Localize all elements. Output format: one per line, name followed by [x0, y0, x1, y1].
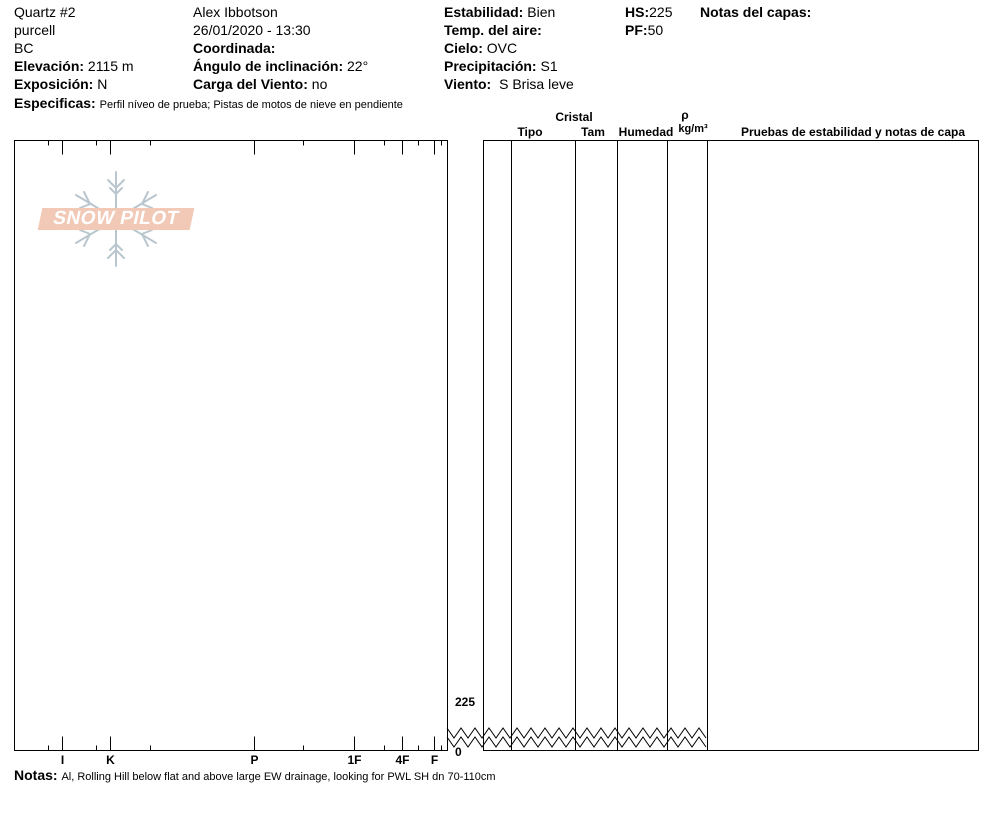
- pf-label: PF:: [625, 22, 648, 38]
- notes-field: [14, 767, 496, 785]
- specifics-label: Especificas:: [14, 95, 96, 111]
- site-name: Quartz #2: [14, 4, 76, 20]
- observation-datetime: 26/01/2020 - 13:30: [193, 22, 311, 38]
- crystal-header: Cristal: [555, 110, 593, 124]
- sky-label: Cielo:: [444, 40, 483, 56]
- wind-label: Viento:: [444, 76, 492, 92]
- layer-notes-label: Notas del capas:: [700, 4, 812, 20]
- aspect-label: Exposición:: [14, 76, 94, 92]
- notes-label: Notas:: [14, 767, 58, 783]
- hardness-frame: [15, 141, 448, 751]
- incline-label: Ángulo de inclinación:: [193, 58, 344, 74]
- type-header: Tipo: [517, 125, 543, 139]
- hardness-tick-label: F: [430, 753, 439, 767]
- snowpilot-logo: SNOW PILOT: [38, 208, 195, 230]
- sky-value: OVC: [486, 40, 518, 56]
- notes-value: Al, Rolling Hill below flat and above large EW drainage, looking for PWL SH dn 70-110cm: [61, 771, 496, 783]
- layer-table-frame: [484, 141, 979, 751]
- observer-name: Alex Ibbotson: [193, 4, 278, 20]
- rho-header: ρ: [681, 108, 689, 122]
- range-name: purcell: [14, 22, 56, 38]
- wind-load-label: Carga del Viento:: [193, 76, 308, 92]
- elevation-value: 2115 m: [87, 58, 134, 74]
- depth-bottom-label: 0: [455, 745, 462, 759]
- stability-value: Bien: [527, 4, 556, 20]
- size-header: Tam: [581, 125, 605, 139]
- density-unit-header: kg/m³: [678, 123, 708, 135]
- incline-value: 22°: [347, 58, 369, 74]
- hardness-tick-label: 1F: [347, 753, 362, 767]
- wind-value: S Brisa leve: [499, 76, 574, 92]
- hardness-ticks: [49, 141, 442, 751]
- specifics-value: Perfil níveo de prueba; Pistas de motos de nieve en pendiente: [99, 99, 403, 111]
- tests-header: Pruebas de estabilidad y notas de capa: [740, 125, 966, 139]
- precip-value: S1: [540, 58, 558, 74]
- hardness-tick-label: K: [106, 753, 115, 767]
- coords-label: Coordinada:: [193, 40, 276, 56]
- depth-top-label: 225: [455, 695, 476, 709]
- aspect-value: N: [97, 76, 108, 92]
- hardness-tick-label: I: [60, 753, 65, 767]
- hs-label: HS:: [625, 4, 650, 20]
- region-name: BC: [14, 40, 34, 56]
- elevation-label: Elevación:: [14, 58, 85, 74]
- hardness-tick-label: 4F: [395, 753, 410, 767]
- hs-value: 225: [649, 4, 673, 20]
- moisture-header: Humedad: [618, 125, 674, 139]
- wind-load-value: no: [311, 76, 328, 92]
- stability-label: Estabilidad:: [444, 4, 524, 20]
- pf-value: 50: [647, 22, 664, 38]
- hardness-tick-label: P: [250, 753, 259, 767]
- air-temp-label: Temp. del aire:: [444, 22, 542, 38]
- precip-label: Precipitación:: [444, 58, 537, 74]
